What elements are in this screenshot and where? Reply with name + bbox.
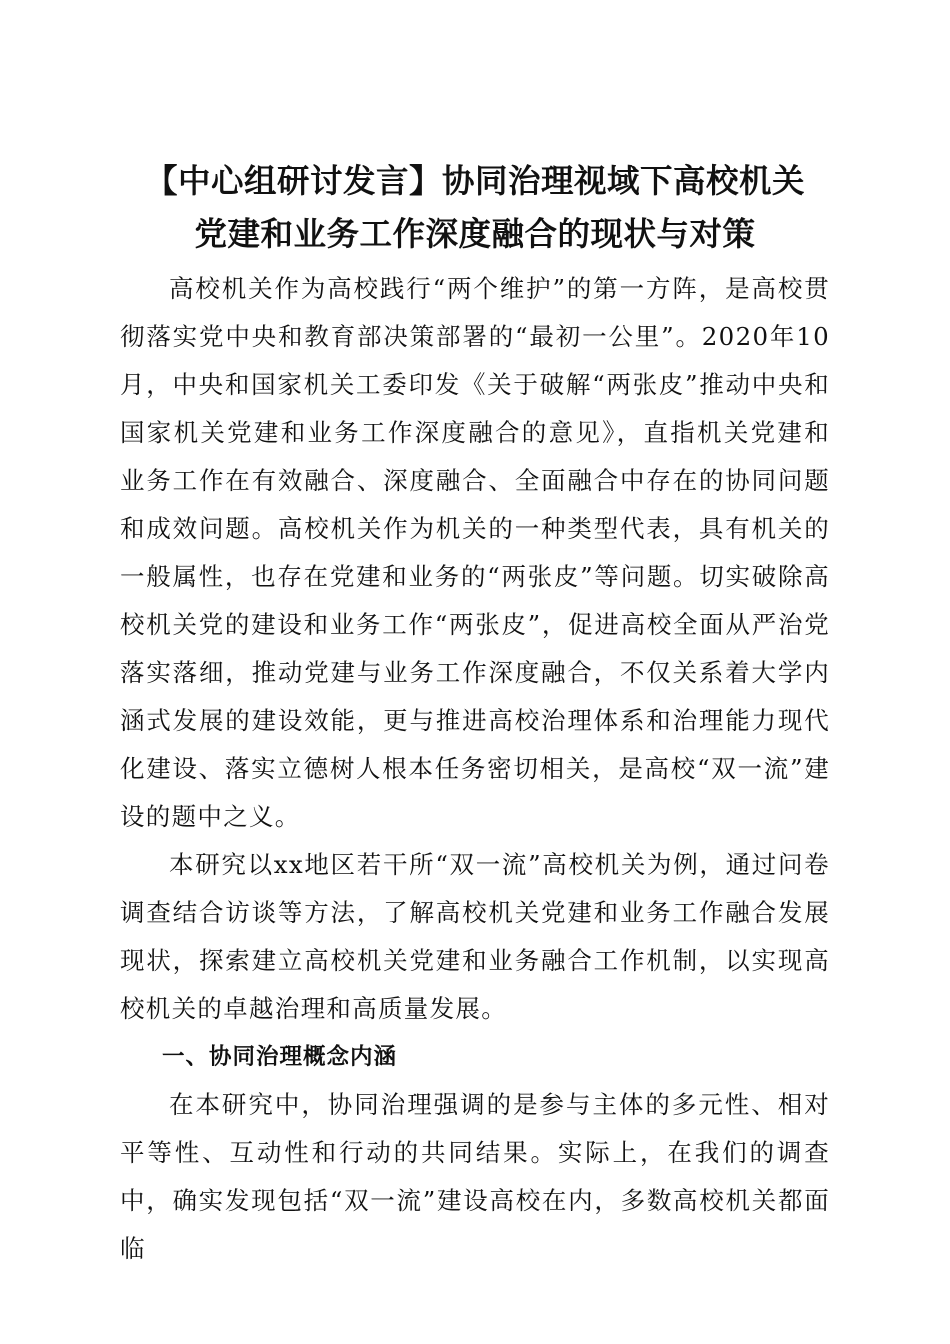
body-paragraph-1: 高校机关作为高校践行“两个维护”的第一方阵，是高校贯彻落实党中央和教育部决策部署的“最初一公里”。2020年10月，中央和国家机关工委印发《关于破解“两张皮”推动中央和国家机关党建和业务工作深度融合的意见》，直指机关党建和业务工作在有效融合、深度融合、全面融合中存在的协同问题和成效问题。高校机关作为机关的一种类型代表，具有机关的一般属性，也存在党建和业务的“两张皮”等问题。切实破除高校机关党的建设和业务工作“两张皮”，促进高校全面从严治党落实落细，推动党建与业务工作深度融合，不仅关系着大学内涵式发展的建设效能，更与推进高校治理体系和治理能力现代化建设、落实立德树人根本任务密切相关，是高校“双一流”建设的题中之义。 (120, 274, 830, 831)
title-line-2: 党建和业务工作深度融合的现状与对策 (194, 214, 756, 253)
title-line-1: 【中心组研讨发言】协同治理视域下高校机关 (144, 161, 805, 200)
document-title (100, 155, 850, 261)
body-paragraph-2: 本研究以xx地区若干所“双一流”高校机关为例，通过问卷调查结合访谈等方法，了解高校机关党建和业务工作融合发展现状，探索建立高校机关党建和业务融合工作机制，以实现高校机关的卓越治理和高质量发展。 (120, 850, 830, 1023)
section-heading: 一、协同治理概念内涵 (162, 1044, 398, 1070)
document-body (120, 265, 830, 1273)
section-paragraph: 在本研究中，协同治理强调的是参与主体的多元性、相对平等性、互动性和行动的共同结果。实际上，在我们的调查中，确实发现包括“双一流”建设高校在内，多数高校机关都面临 (120, 1090, 830, 1263)
